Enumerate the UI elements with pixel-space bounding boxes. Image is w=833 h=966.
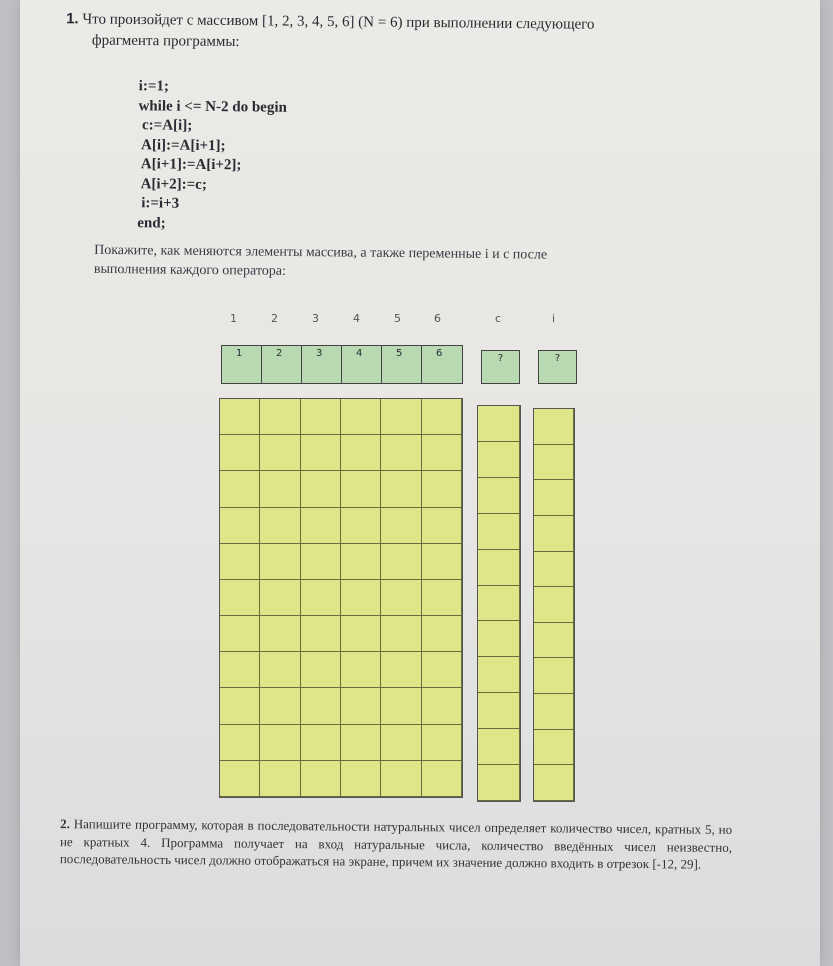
- answer-cell: [478, 621, 520, 657]
- answer-cell: [341, 761, 381, 797]
- answer-cell: [381, 508, 421, 544]
- answer-cell: [478, 550, 520, 586]
- initial-array-cell: 4: [342, 346, 382, 383]
- initial-array-row: [221, 345, 463, 384]
- answer-cell: [260, 616, 300, 652]
- answer-cell: [534, 658, 574, 694]
- answer-cell: [260, 435, 300, 471]
- answer-cell: [220, 688, 260, 724]
- answer-cell: [422, 580, 462, 616]
- answer-cell: [478, 657, 520, 693]
- answer-cell: [301, 616, 341, 652]
- answer-cell: [260, 725, 300, 761]
- answer-cell: [478, 406, 520, 442]
- column-index-label: 3: [312, 312, 319, 325]
- answer-cell: [422, 761, 462, 797]
- code-line: i:=1;: [138, 78, 170, 95]
- answer-cell: [341, 544, 381, 580]
- answer-cell: [260, 688, 300, 724]
- answer-cell: [381, 471, 421, 507]
- code-fragment: [137, 77, 287, 235]
- initial-array-cell: 6: [436, 348, 443, 359]
- answer-cell: [478, 478, 520, 514]
- answer-cell: [422, 616, 462, 652]
- column-index-label: 1: [230, 312, 237, 325]
- answer-cell: [422, 688, 462, 724]
- i-answer-grid: [533, 408, 575, 802]
- initial-array-cell: 3: [302, 346, 342, 383]
- answer-cell: [220, 761, 260, 797]
- answer-cell: [534, 409, 574, 445]
- question-2-body: Напишите программу, которая в последовательности натуральных чисел определяет количество чисел, кратных 5, но не кратных 4. Программа получает на вход натуральные числа, количество введённых чисел неизвестно, последовательность чисел должно отображаться на экране, причем их значение должно входить в отрезок [-12, 29].: [59, 816, 733, 872]
- answer-cell: [534, 445, 574, 481]
- code-line: A[i+2]:=c;: [137, 175, 207, 193]
- answer-cell: [534, 552, 574, 588]
- answer-cell: [220, 725, 260, 761]
- answer-cell: [301, 652, 341, 688]
- answer-cell: [220, 508, 260, 544]
- answer-cell: [341, 580, 381, 616]
- answer-cell: [422, 725, 462, 761]
- answer-cell: [478, 729, 520, 765]
- answer-cell: [534, 765, 574, 801]
- answer-cell: [220, 399, 260, 435]
- answer-cell: [260, 508, 300, 544]
- answer-cell: [301, 761, 341, 797]
- c-answer-grid: [477, 405, 521, 802]
- answer-cell: [301, 471, 341, 507]
- instruction-line-1: Покажите, как меняются элементы массива, а также переменные i и c после: [94, 242, 548, 263]
- answer-cell: [301, 399, 341, 435]
- answer-cell: [341, 616, 381, 652]
- initial-array-cell: 5: [382, 346, 422, 383]
- answer-cell: [260, 761, 300, 797]
- answer-cell: [260, 652, 300, 688]
- answer-cell: [341, 435, 381, 471]
- answer-cell: [301, 435, 341, 471]
- variable-c-label: c: [495, 312, 502, 325]
- answer-cell: [220, 652, 260, 688]
- answer-cell: [220, 580, 260, 616]
- code-line: A[i+1]:=A[i+2];: [137, 156, 242, 174]
- answer-cell: [534, 623, 574, 659]
- answer-cell: [381, 688, 421, 724]
- answer-cell: [381, 435, 421, 471]
- question-1-text: [66, 8, 786, 59]
- answer-cell: [478, 442, 520, 478]
- answer-cell: [260, 544, 300, 580]
- answer-cell: [301, 544, 341, 580]
- answer-cell: [301, 508, 341, 544]
- question-2-text: [60, 815, 732, 873]
- answer-cell: [534, 516, 574, 552]
- answer-cell: [260, 580, 300, 616]
- initial-c-cell: ?: [481, 350, 520, 384]
- question-1-line-1: Что произойдет с массивом [1, 2, 3, 4, 5, 6] (N = 6) при выполнении следующего: [82, 11, 595, 33]
- answer-cell: [381, 652, 421, 688]
- answer-cell: [341, 688, 381, 724]
- column-index-label: 4: [353, 312, 360, 325]
- answer-cell: [381, 399, 421, 435]
- answer-cell: [381, 725, 421, 761]
- column-index-label: 6: [434, 312, 441, 325]
- answer-cell: [341, 399, 381, 435]
- code-line: A[i]:=A[i+1];: [138, 136, 226, 154]
- answer-cell: [301, 580, 341, 616]
- answer-cell: [534, 587, 574, 623]
- answer-cell: [220, 544, 260, 580]
- answer-cell: [534, 480, 574, 516]
- answer-cell: [478, 586, 520, 622]
- answer-cell: [381, 580, 421, 616]
- answer-cell: [478, 693, 520, 729]
- answer-cell: [422, 399, 462, 435]
- answer-cell: [422, 508, 462, 544]
- question-1-number: 1.: [66, 10, 79, 28]
- answer-cell: [381, 544, 421, 580]
- array-answer-grid: [219, 398, 463, 798]
- question-2-number: 2.: [60, 816, 70, 832]
- instruction-line-2: выполнения каждого оператора:: [93, 261, 287, 279]
- answer-cell: [341, 508, 381, 544]
- answer-cell: [422, 435, 462, 471]
- answer-cell: [341, 725, 381, 761]
- answer-cell: [381, 761, 421, 797]
- code-line: end;: [137, 214, 166, 232]
- answer-cell: [422, 652, 462, 688]
- answer-cell: [220, 435, 260, 471]
- answer-cell: [260, 471, 300, 507]
- answer-cell: [301, 725, 341, 761]
- column-index-label: 5: [394, 312, 401, 325]
- code-line: c:=A[i];: [138, 117, 193, 134]
- answer-cell: [260, 399, 300, 435]
- answer-cell: [478, 765, 520, 801]
- answer-cell: [381, 616, 421, 652]
- answer-cell: [422, 544, 462, 580]
- answer-cell: [301, 688, 341, 724]
- column-index-label: 2: [271, 312, 278, 325]
- code-line: while i <= N-2 do begin: [138, 97, 287, 116]
- answer-cell: [341, 652, 381, 688]
- variable-i-label: i: [552, 312, 556, 325]
- answer-cell: [220, 471, 260, 507]
- code-line: i:=i+3: [137, 195, 180, 212]
- instruction-text: [94, 241, 694, 285]
- initial-i-cell: ?: [538, 350, 577, 384]
- initial-array-cell: 1: [222, 346, 262, 383]
- answer-cell: [478, 514, 520, 550]
- initial-array-cell: 2: [262, 346, 302, 383]
- answer-cell: [534, 730, 574, 766]
- answer-cell: [534, 694, 574, 730]
- question-1-line-2: фрагмента программы:: [91, 32, 240, 51]
- answer-cell: [341, 471, 381, 507]
- answer-cell: [422, 471, 462, 507]
- answer-cell: [220, 616, 260, 652]
